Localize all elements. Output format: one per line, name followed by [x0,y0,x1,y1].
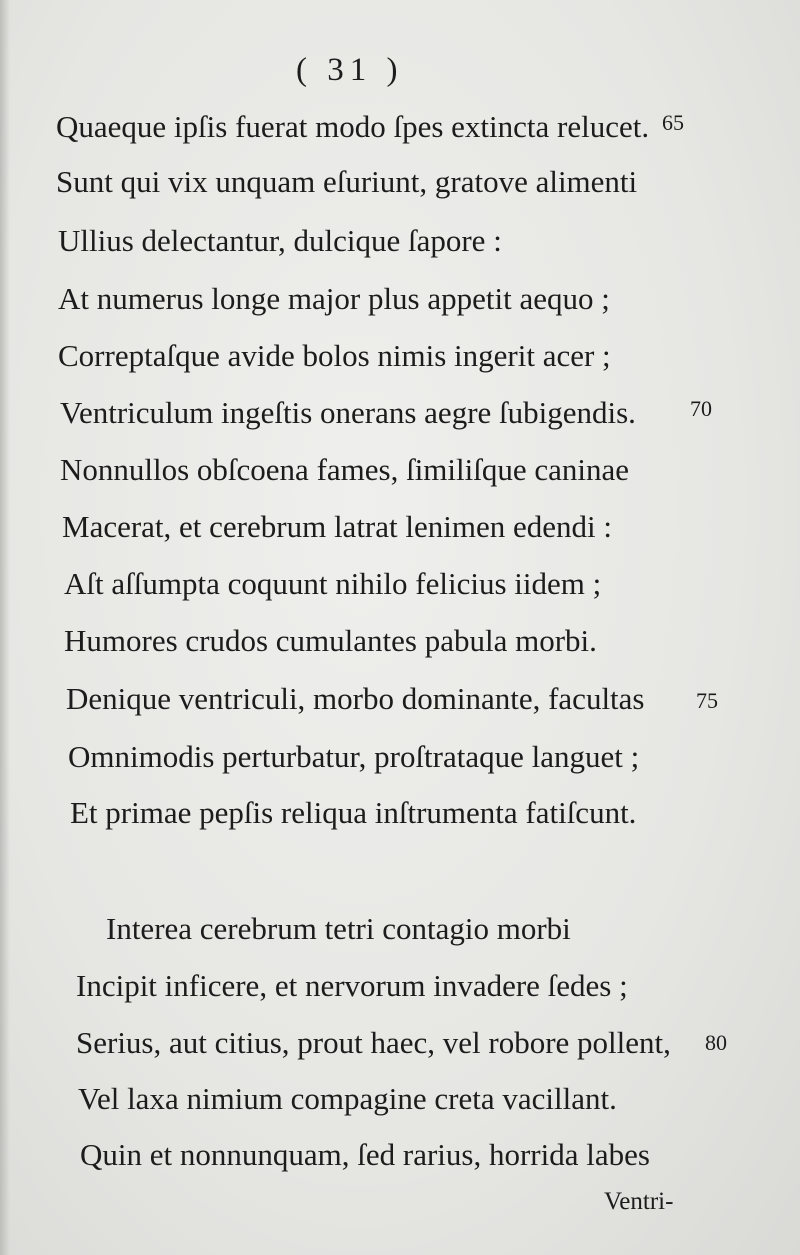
verse-line: Ullius delectantur, dulcique ſapore : [58,223,502,258]
verse-line: Interea cerebrum tetri contagio morbi [106,911,571,946]
verse-line: Omnimodis perturbatur, proſtrataque languet ; [68,739,640,774]
verse-line: Quaeque ipſis fuerat modo ſpes extincta relucet. [56,109,650,144]
page-number: ( 31 ) [296,52,404,88]
verse-line: Et primae pepſis reliqua inſtrumenta fatiſcunt. [70,795,637,830]
line-number: 75 [696,688,718,713]
catchword: Ventri- [604,1188,674,1215]
verse-line: Incipit inficere, et nervorum invadere ſedes ; [76,968,628,1003]
verse-line: Denique ventriculi, morbo dominante, facultas [66,681,645,716]
verse-line: Humores crudos cumulantes pabula morbi. [64,623,597,658]
page-spine-shadow [0,0,10,1255]
line-number: 70 [690,396,712,421]
verse-line: Sunt qui vix unquam eſuriunt, gratove alimenti [56,164,638,199]
verse-line: Quin et nonnunquam, ſed rarius, horrida labes [80,1137,650,1172]
verse-line: Nonnullos obſcoena fames, ſimiliſque caninae [60,452,630,487]
verse-line: At numerus longe major plus appetit aequo ; [58,281,610,316]
verse-line: Ventriculum ingeſtis onerans aegre ſubigendis. [60,395,636,430]
line-number: 65 [662,110,684,135]
verse-line: Aſt aſſumpta coquunt nihilo felicius iidem ; [64,566,602,601]
verse-line: Serius, aut citius, prout haec, vel robore pollent, [76,1025,671,1060]
line-number: 80 [705,1030,727,1055]
verse-line: Vel laxa nimium compagine creta vacillant. [78,1081,617,1116]
verse-line: Correptaſque avide bolos nimis ingerit acer ; [58,338,611,373]
verse-line: Macerat, et cerebrum latrat lenimen edendi : [62,509,612,544]
